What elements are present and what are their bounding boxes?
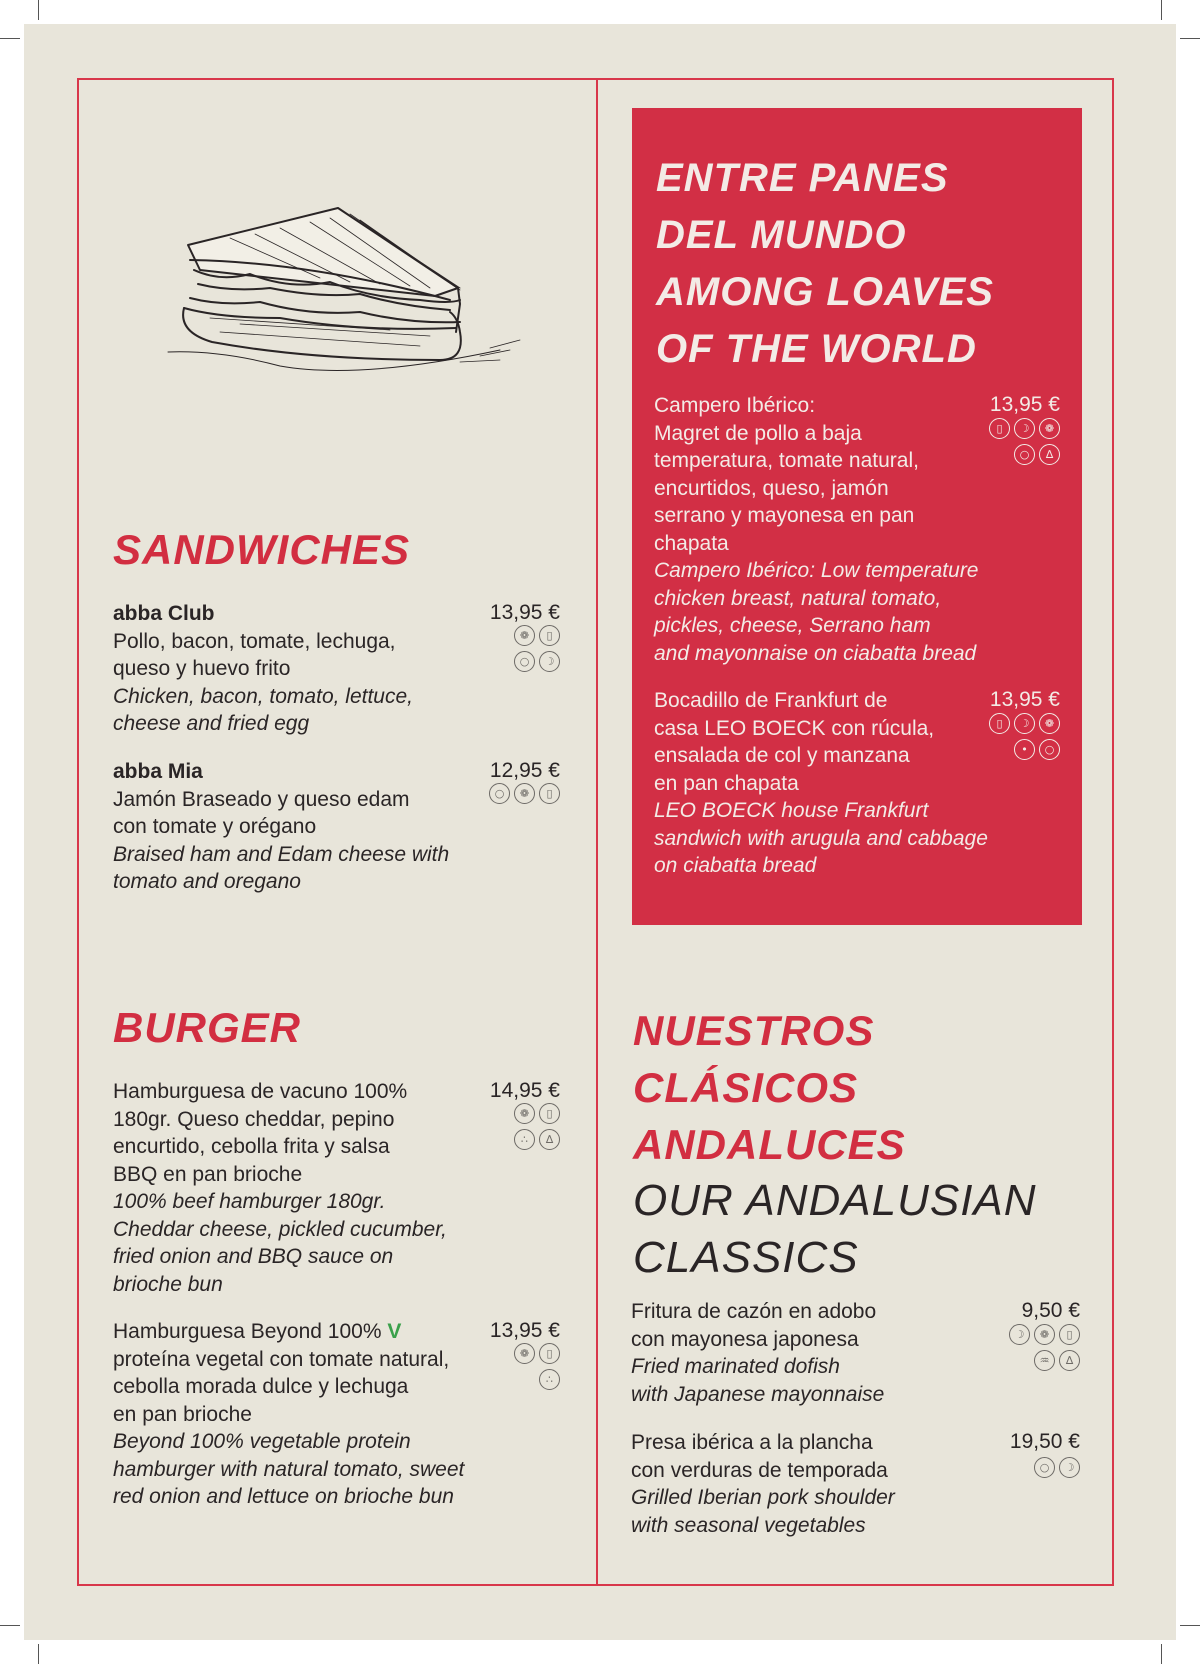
item-description-en: 100% beef hamburger 180gr. Cheddar cheese, pickled cucumber, fried onion and BBQ sauce on brioche bun — [113, 1190, 447, 1296]
item-description-es: proteína vegetal con tomate natural, cebolla morada dulce y lechuga en pan brioche — [113, 1347, 450, 1426]
title-line: DEL MUNDO — [656, 213, 907, 257]
item-description-es: Pollo, bacon, tomate, lechuga, queso y huevo frito — [113, 629, 396, 680]
menu-item — [654, 392, 1034, 667]
egg-icon: ▯ — [539, 1103, 560, 1124]
title-line: OUR ANDALUSIAN — [633, 1176, 1037, 1225]
menu-item — [113, 1078, 483, 1298]
title-line: ENTRE PANES — [656, 156, 949, 200]
item-price: 9,50 € — [1021, 1299, 1080, 1322]
item-description-en: Braised ham and Edam cheese with tomato and oregano — [113, 842, 450, 893]
item-description-en: LEO BOECK house Frankfurt sandwich with arugula and cabbage on ciabatta bread — [654, 799, 988, 877]
allergen-row — [514, 1343, 560, 1364]
egg-icon: ▯ — [539, 1343, 560, 1364]
section-title-entre-panes — [656, 150, 994, 378]
item-description-es: Fritura de cazón en adobo con mayonesa japonesa — [631, 1300, 877, 1351]
item-description-en: Chicken, bacon, tomato, lettuce, cheese and fried egg — [113, 684, 413, 735]
milk-icon: ☽ — [1059, 1457, 1080, 1478]
column-divider — [596, 78, 598, 1586]
item-description-es: Campero Ibérico: Magret de pollo a baja temperatura, tomate natural, encurtidos, queso, jamón serrano y mayonesa en pan chapata — [654, 394, 919, 555]
item-price: 13,95 € — [489, 601, 560, 624]
allergen-row — [1034, 1457, 1080, 1478]
allergen-row — [1014, 444, 1060, 465]
crop-mark — [1180, 38, 1200, 39]
item-name: abba Club — [113, 602, 215, 625]
item-description-en: Grilled Iberian pork shoulder with seasonal vegetables — [631, 1486, 895, 1537]
menu-item — [113, 1318, 493, 1511]
crop-mark — [38, 1644, 39, 1664]
mustard-icon: ∆ — [539, 1129, 560, 1150]
menu-item — [631, 1429, 971, 1539]
pork-icon: ○ — [1034, 1457, 1055, 1478]
item-description-es: Bocadillo de Frankfurt de casa LEO BOECK con rúcula, ensalada de col y manzana en pan chapata — [654, 689, 935, 795]
crop-mark — [1161, 0, 1162, 20]
pork-icon: ○ — [1039, 739, 1060, 760]
item-price: 13,95 € — [489, 1319, 560, 1342]
gluten-icon: ❁ — [1039, 713, 1060, 734]
crop-mark — [1161, 1644, 1162, 1664]
milk-icon: ☽ — [1014, 713, 1035, 734]
allergen-row — [489, 783, 560, 804]
egg-icon: ▯ — [989, 418, 1010, 439]
menu-item — [631, 1298, 971, 1408]
gluten-icon: ❁ — [514, 1103, 535, 1124]
allergen-icons — [989, 713, 1060, 760]
allergen-icons — [1009, 1324, 1080, 1371]
crop-mark — [1180, 1625, 1200, 1626]
section-title-burger: BURGER — [113, 1004, 302, 1051]
allergen-row — [1009, 1324, 1080, 1345]
item-description-es: Jamón Braseado y queso edam con tomate y orégano — [113, 787, 410, 838]
allergen-icons — [489, 783, 560, 804]
allergen-row — [514, 1129, 560, 1150]
allergen-row — [514, 625, 560, 646]
crop-mark — [38, 0, 39, 20]
allergen-row — [514, 1103, 560, 1124]
sauce-icon: • — [1014, 739, 1035, 760]
item-price: 12,95 € — [489, 759, 560, 782]
menu-item — [113, 600, 473, 738]
item-price: 13,95 € — [989, 688, 1060, 711]
allergen-row — [1034, 1350, 1080, 1371]
allergen-icons — [989, 418, 1060, 465]
entre-panes-box — [632, 108, 1082, 925]
allergen-icons — [514, 625, 560, 672]
allergen-icons — [514, 1103, 560, 1150]
milk-icon: ☽ — [539, 651, 560, 672]
title-line: AMONG LOAVES — [656, 270, 994, 314]
item-description-es: Presa ibérica a la plancha con verduras de temporada — [631, 1431, 888, 1482]
vegan-icon: V — [387, 1320, 402, 1343]
egg-icon: ▯ — [989, 713, 1010, 734]
pork-icon: ○ — [514, 651, 535, 672]
item-description-en: Beyond 100% vegetable protein hamburger with natural tomato, sweet red onion and lettuce on brioche bun — [113, 1430, 465, 1508]
gluten-icon: ❁ — [514, 1343, 535, 1364]
title-line: OF THE WORLD — [656, 327, 977, 371]
gluten-icon: ❁ — [1034, 1324, 1055, 1345]
item-description-es-first: Hamburguesa Beyond 100% — [113, 1320, 382, 1343]
pork-icon: ○ — [1014, 444, 1035, 465]
allergen-row — [514, 651, 560, 672]
title-line: NUESTROS — [633, 1007, 875, 1054]
allergen-row — [539, 1369, 560, 1390]
egg-icon: ▯ — [1059, 1324, 1080, 1345]
allergen-row — [989, 713, 1060, 734]
menu-item — [113, 758, 473, 896]
sesame-icon: ∴ — [539, 1369, 560, 1390]
milk-icon: ☽ — [1014, 418, 1035, 439]
milk-icon: ☽ — [1009, 1324, 1030, 1345]
item-description-en: Campero Ibérico: Low temperature chicken breast, natural tomato, pickles, cheese, Serrano ham and mayonnaise on ciabatta bread — [654, 559, 979, 665]
gluten-icon: ❁ — [1039, 418, 1060, 439]
gluten-icon: ❁ — [514, 783, 535, 804]
crop-mark — [0, 1625, 20, 1626]
item-price: 13,95 € — [989, 393, 1060, 416]
mustard-icon: ∆ — [1059, 1350, 1080, 1371]
egg-icon: ▯ — [539, 625, 560, 646]
egg-icon: ▯ — [539, 783, 560, 804]
pork-icon: ○ — [489, 783, 510, 804]
item-name-line — [113, 1318, 493, 1346]
section-title-clasicos — [633, 1002, 906, 1173]
allergen-icons — [514, 1343, 560, 1390]
title-line: ANDALUCES — [633, 1121, 906, 1168]
title-line: CLÁSICOS — [633, 1064, 859, 1111]
title-line: CLASSICS — [633, 1233, 859, 1282]
item-name: abba Mia — [113, 760, 203, 783]
gluten-icon: ❁ — [514, 625, 535, 646]
sesame-icon: ∴ — [514, 1129, 535, 1150]
crop-mark — [0, 38, 20, 39]
item-price: 19,50 € — [1009, 1430, 1080, 1453]
item-description-en: Fried marinated dofish with Japanese mayonnaise — [631, 1355, 885, 1406]
mustard-icon: ∆ — [1039, 444, 1060, 465]
allergen-icons — [1034, 1457, 1080, 1478]
sandwich-illustration — [160, 200, 530, 390]
allergen-row — [1014, 739, 1060, 760]
section-title-sandwiches: SANDWICHES — [113, 526, 411, 573]
item-description-es: Hamburguesa de vacuno 100% 180gr. Queso cheddar, pepino encurtido, cebolla frita y salsa BBQ en pan brioche — [113, 1080, 408, 1186]
menu-item — [654, 687, 1034, 880]
allergen-row — [989, 418, 1060, 439]
item-price: 14,95 € — [489, 1079, 560, 1102]
fish-icon: ♒ — [1034, 1350, 1055, 1371]
section-subtitle-clasicos-en — [633, 1172, 1037, 1286]
